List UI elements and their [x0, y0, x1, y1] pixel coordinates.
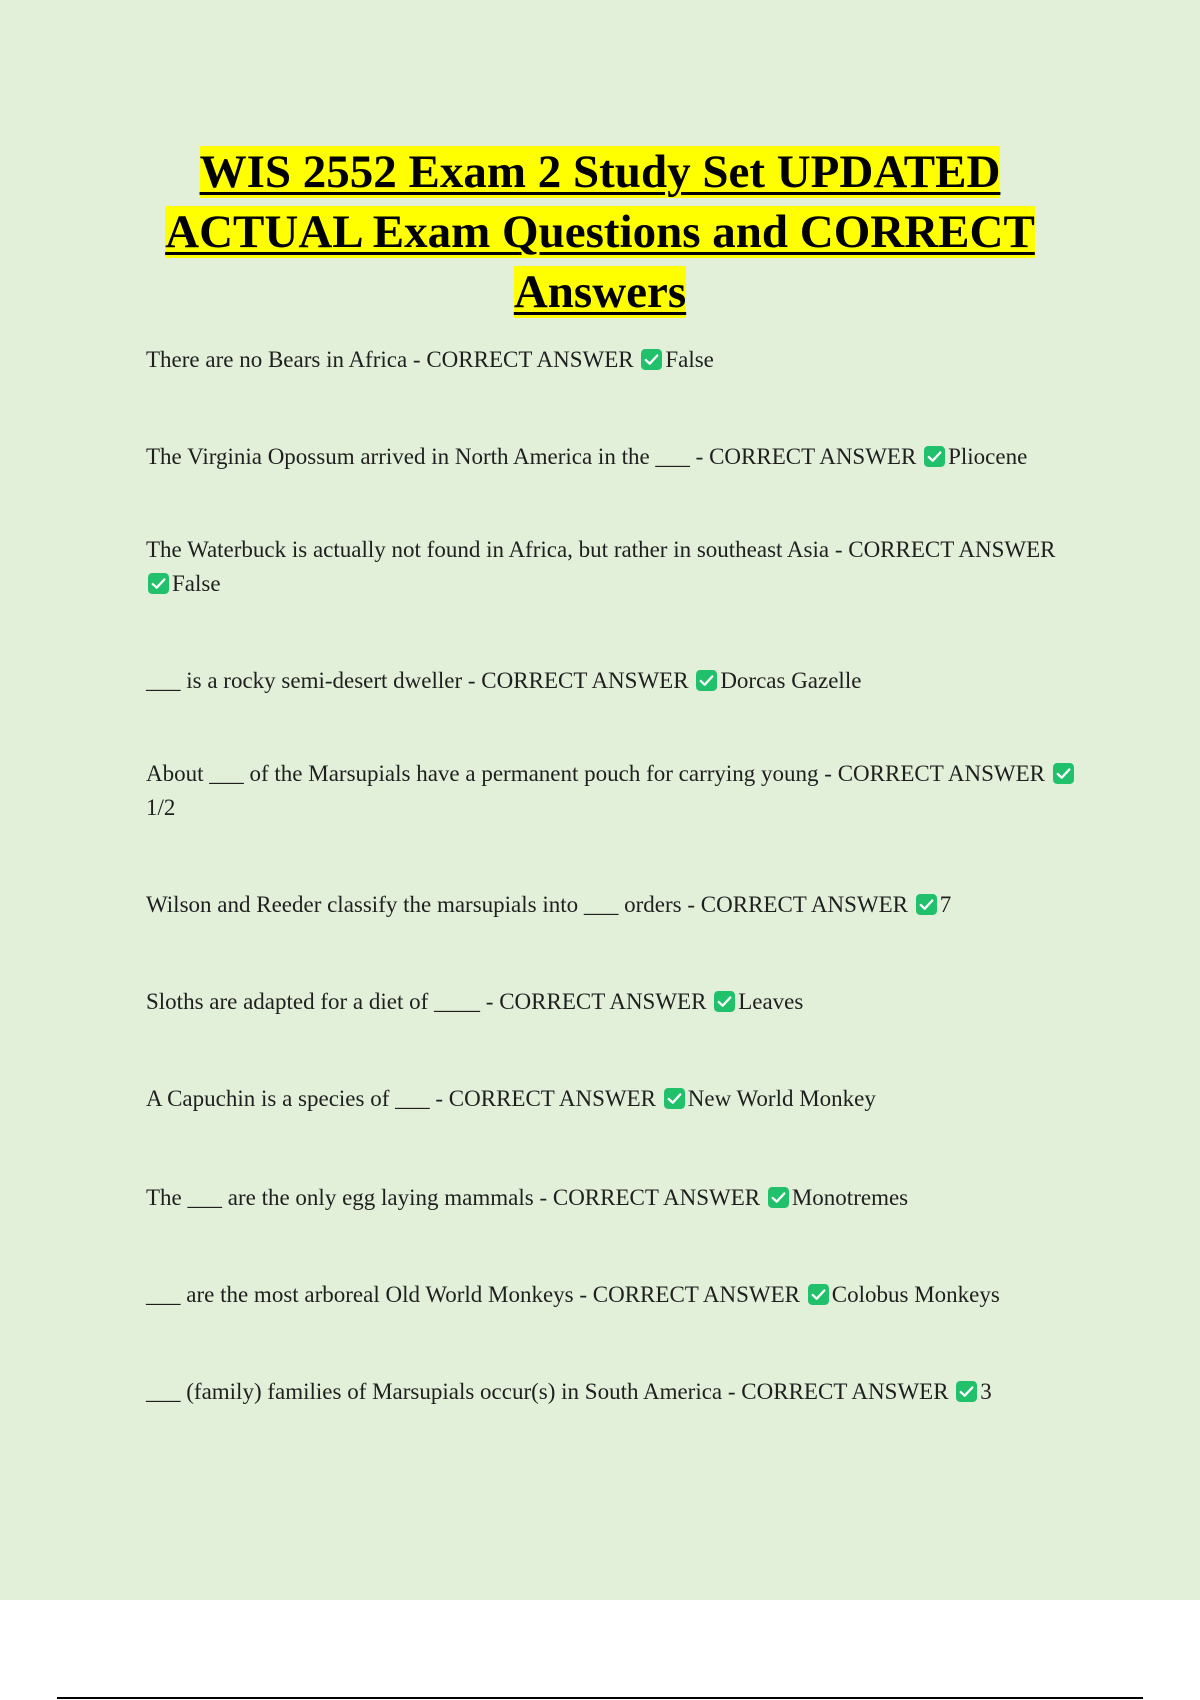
green-checkmark-icon [956, 1381, 977, 1402]
answer-text: False [172, 571, 221, 596]
answer-text: New World Monkey [687, 1086, 876, 1111]
answer-text: 3 [980, 1379, 992, 1404]
green-checkmark-icon [1053, 763, 1074, 784]
answer-text: Monotremes [791, 1185, 909, 1210]
question-text: The Virginia Opossum arrived in North America in the ___ - CORRECT ANSWER [146, 444, 917, 469]
document-title [100, 142, 1100, 322]
qa-item [146, 1278, 1086, 1312]
green-checkmark-icon [714, 991, 735, 1012]
qa-item [146, 1375, 1086, 1409]
question-text: There are no Bears in Africa - CORRECT ANSWER [146, 347, 634, 372]
qa-item [146, 757, 1086, 825]
answer-text: Colobus Monkeys [831, 1282, 1000, 1307]
green-checkmark-icon [808, 1284, 829, 1305]
answer-text: 7 [939, 892, 952, 917]
green-checkmark-icon [916, 894, 937, 915]
qa-item [146, 343, 1086, 377]
qa-item [146, 1181, 1086, 1215]
answer-text: Dorcas Gazelle [720, 668, 862, 693]
qa-item [146, 888, 1086, 922]
question-text: ___ (family) families of Marsupials occur(s) in South America - CORRECT ANSWER [146, 1379, 949, 1404]
answer-text: False [665, 347, 714, 372]
answer-text: Leaves [738, 989, 804, 1014]
green-checkmark-icon [924, 446, 945, 467]
title-line-3: Answers [513, 266, 687, 318]
question-text: ___ is a rocky semi-desert dweller - CORRECT ANSWER [146, 668, 689, 693]
qa-item [146, 664, 1086, 698]
qa-item [146, 985, 1086, 1019]
footer-rule [57, 1697, 1143, 1699]
qa-item [146, 533, 1086, 601]
question-text: ___ are the most arboreal Old World Monkeys - CORRECT ANSWER [146, 1282, 801, 1307]
green-checkmark-icon [641, 349, 662, 370]
answer-text: Pliocene [948, 444, 1028, 469]
green-checkmark-icon [148, 573, 169, 594]
title-line-1: WIS 2552 Exam 2 Study Set UPDATED [199, 146, 1001, 198]
question-text: The ___ are the only egg laying mammals - CORRECT ANSWER [146, 1185, 761, 1210]
green-checkmark-icon [768, 1187, 789, 1208]
question-text: The Waterbuck is actually not found in Africa, but rather in southeast Asia - CORRECT ANSWER [146, 537, 1056, 562]
title-line-2: ACTUAL Exam Questions and CORRECT [165, 206, 1035, 258]
answer-text: 1/2 [146, 795, 176, 820]
qa-item [146, 440, 1086, 474]
green-checkmark-icon [664, 1088, 685, 1109]
green-checkmark-icon [696, 670, 717, 691]
question-text: A Capuchin is a species of ___ - CORRECT ANSWER [146, 1086, 657, 1111]
question-text: About ___ of the Marsupials have a permanent pouch for carrying young - CORRECT ANSWER [146, 761, 1045, 786]
question-text: Wilson and Reeder classify the marsupials into ___ orders - CORRECT ANSWER [146, 892, 909, 917]
qa-item [146, 1082, 1086, 1116]
question-text: Sloths are adapted for a diet of ____ - CORRECT ANSWER [146, 989, 707, 1014]
